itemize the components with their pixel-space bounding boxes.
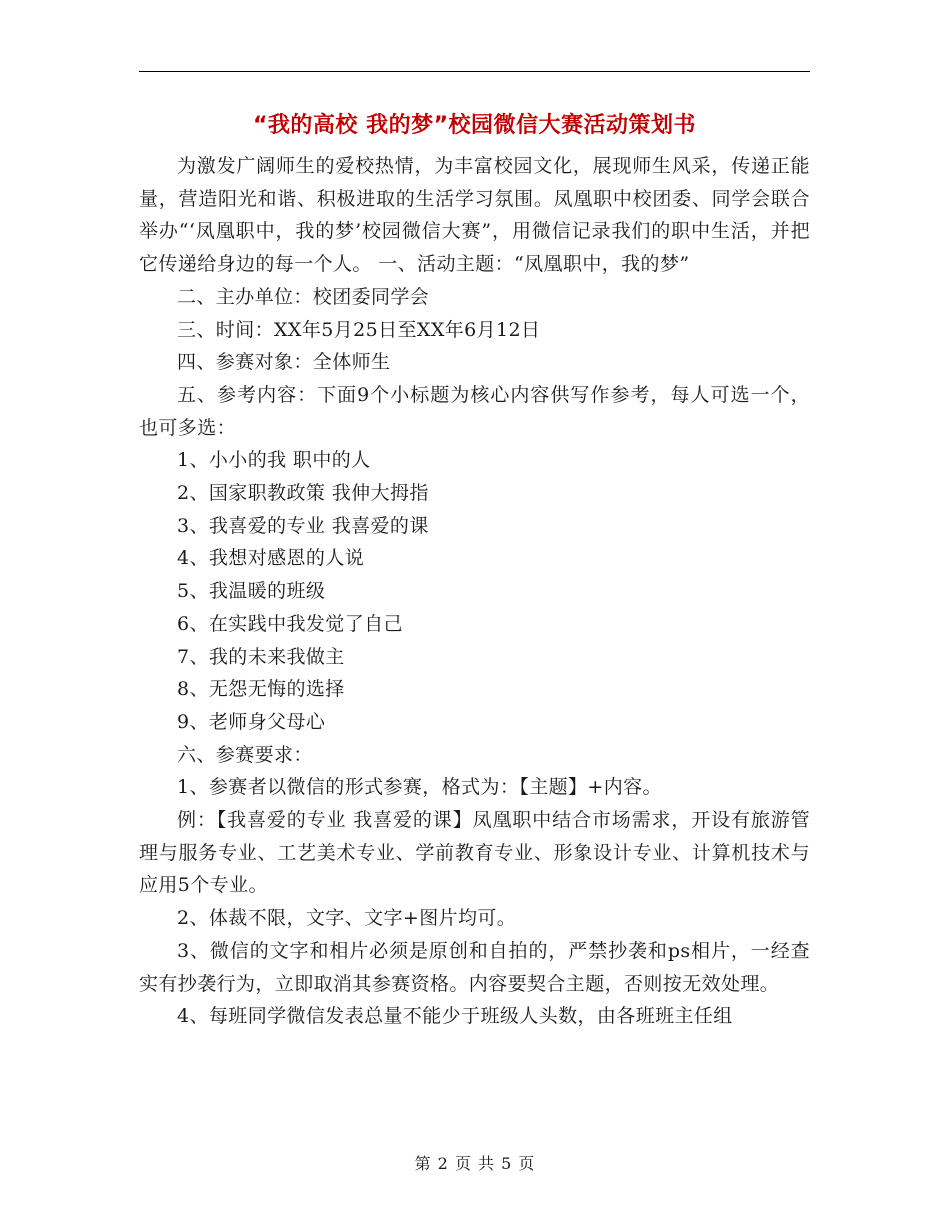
topic-item: 7、我的未来我做主: [177, 645, 345, 668]
topic-item: 4、我想对感恩的人说: [177, 547, 365, 570]
content-heading: 五、参考内容：下面9个小标题为核心内容供写作参考，每人可选一个，也可多选：: [139, 383, 810, 439]
requirement-item: 4、每班同学微信发表总量不能少于班级人头数，由各班班主任组: [177, 1005, 733, 1028]
requirement-example: 例：【我喜爱的专业 我喜爱的课】凤凰职中结合市场需求，开设有旅游管理与服务专业、工艺美术专业、学前教育专业、形象设计专业、计算机技术与应用5个专业。: [139, 809, 810, 897]
header-rule: [139, 71, 810, 72]
topic-item: 8、无怨无悔的选择: [177, 678, 345, 701]
organizer-line: 二、主办单位：校团委同学会: [177, 285, 430, 308]
intro-paragraph: 为激发广阔师生的爱校热情，为丰富校园文化，展现师生风采，传递正能量，营造阳光和谐、积极进取的生活学习氛围。凤凰职中校团委、同学会联合举办“‘凤凰职中，我的梦’校园微信大赛”，用微信记录我们的职中生活，并把它传递给身边的每一个人。 一、活动主题：“凤凰职中，我的梦”: [139, 155, 810, 276]
requirement-item: 2、体裁不限，文字、文字+图片均可。: [177, 907, 517, 930]
topic-item: 9、老师身父母心: [177, 710, 326, 733]
topic-item: 6、在实践中我发觉了自己: [177, 612, 403, 635]
requirement-item: 1、参赛者以微信的形式参赛，格式为：【主题】+内容。: [177, 776, 662, 799]
topic-item: 1、小小的我 职中的人: [177, 449, 371, 472]
topic-item: 3、我喜爱的专业 我喜爱的课: [177, 514, 429, 537]
topic-item: 5、我温暖的班级: [177, 580, 326, 603]
document-title: “我的高校 我的梦”校园微信大赛活动策划书: [252, 113, 697, 138]
requirement-item: 3、微信的文字和相片必须是原创和自拍的，严禁抄袭和ps相片，一经查实有抄袭行为，立即取消其参赛资格。内容要契合主题，否则按无效处理。: [139, 939, 810, 995]
document-body: [139, 150, 810, 1033]
topic-item: 2、国家职教政策 我伸大拇指: [177, 482, 429, 505]
participants-line: 四、参赛对象：全体师生: [177, 351, 391, 374]
page-number: 第 2 页 共 5 页: [414, 1154, 536, 1173]
requirements-heading: 六、参赛要求：: [177, 743, 313, 766]
time-line: 三、时间：XX年5月25日至XX年6月12日: [177, 318, 541, 341]
